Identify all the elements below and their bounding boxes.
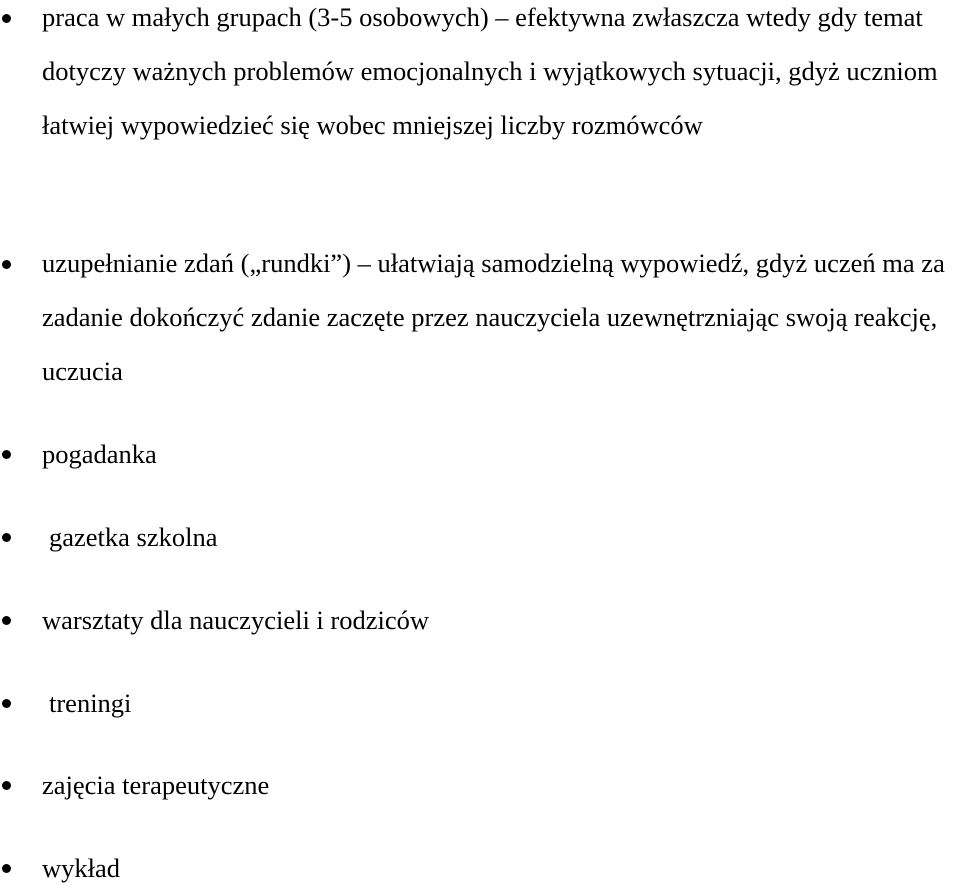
bullet-icon [2, 260, 11, 269]
list-item-text: pogadanka [42, 439, 157, 469]
bullet-icon [2, 14, 11, 23]
list-item-text: treningi [49, 688, 132, 718]
list-item-text: praca w małych grupach (3-5 osobowych) – efektywna zwłaszcza wtedy gdy temat dotyczy ważnych problemów emocjonalnych i wyjątkowych sytuacji, gdyż uczniom łatwiej wypowiedzieć się wobec mniejszej liczby rozmówców [42, 2, 938, 140]
list-item-text: gazetka szkolna [49, 522, 218, 552]
list-item-text: warsztaty dla nauczycieli i rodziców [42, 605, 430, 635]
bullet-icon [2, 781, 11, 790]
bullet-icon [2, 864, 11, 873]
bullet-icon [2, 616, 11, 625]
list-item-text: wykład [42, 853, 121, 883]
list-item-text: uzupełnianie zdań („rundki”) – ułatwiają samodzielną wypowiedź, gdyż uczeń ma za zadanie dokończyć zdanie zaczęte przez nauczyciela uzewnętrzniając swoją reakcję, uczucia [42, 248, 945, 386]
bullet-icon [2, 450, 11, 459]
bullet-icon [2, 699, 11, 708]
list-item-text: zajęcia terapeutyczne [42, 770, 270, 800]
bullet-icon [2, 533, 11, 542]
